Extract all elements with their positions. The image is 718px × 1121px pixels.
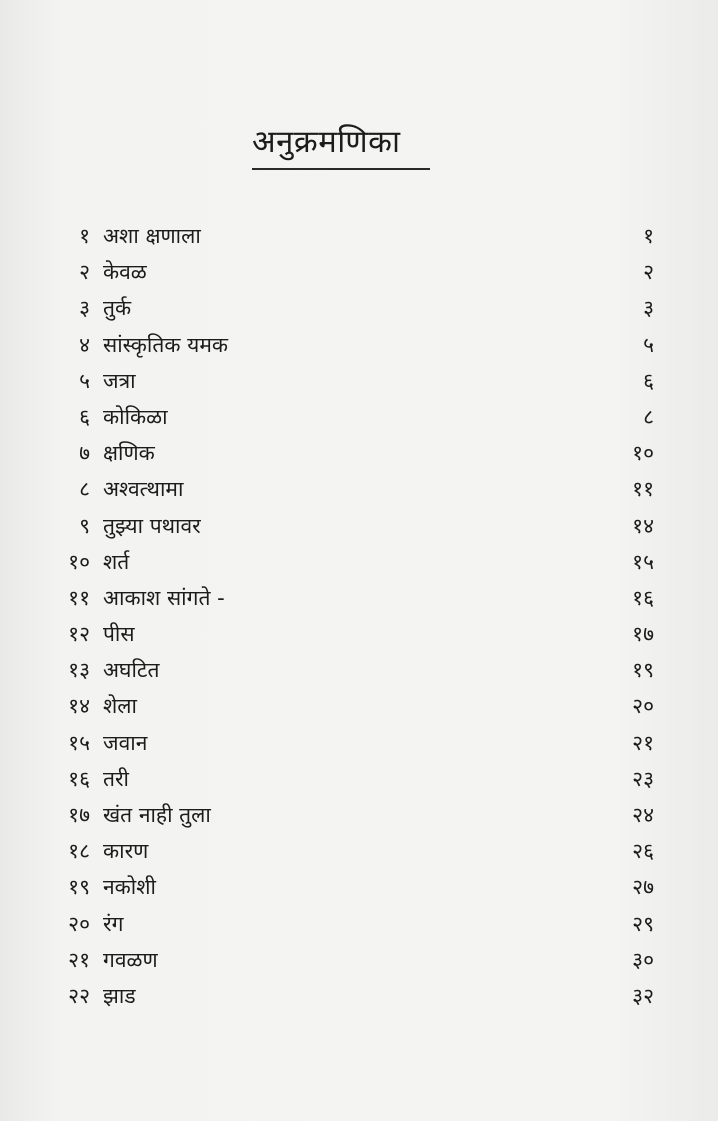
entry-title: शेला	[103, 694, 137, 719]
entry-page-number: २७	[632, 875, 654, 900]
entry-number: ७	[79, 441, 90, 466]
entry-title: अश्वत्थामा	[103, 477, 184, 502]
entry-title: शर्त	[103, 549, 130, 574]
entry-number: १२	[68, 622, 90, 647]
entry-page-number: १४	[632, 513, 654, 538]
entry-title: जवान	[103, 730, 148, 755]
toc-entry	[0, 833, 718, 869]
entry-number: १४	[68, 694, 90, 719]
table-of-contents	[0, 218, 718, 1014]
entry-number: १६	[68, 766, 90, 791]
entry-number: ३	[79, 296, 90, 321]
entry-number: २२	[68, 983, 90, 1008]
entry-number: ४	[79, 332, 90, 357]
toc-heading	[252, 122, 432, 170]
entry-title: रंग	[103, 911, 124, 936]
entry-title: सांस्कृतिक यमक	[103, 332, 229, 357]
entry-number: १५	[68, 730, 90, 755]
entry-title: क्षणिक	[103, 441, 155, 466]
entry-title: तुर्क	[103, 296, 132, 321]
entry-page-number: ८	[643, 404, 654, 429]
toc-entry	[0, 363, 718, 399]
entry-page-number: १७	[632, 622, 654, 647]
title-underline	[252, 168, 430, 170]
toc-entry	[0, 942, 718, 978]
toc-entry	[0, 616, 718, 652]
entry-page-number: २९	[632, 911, 654, 936]
entry-number: १८	[68, 839, 90, 864]
entry-number: २०	[68, 911, 90, 936]
entry-page-number: १	[643, 224, 654, 248]
toc-entry	[0, 544, 718, 580]
entry-page-number: ५	[643, 332, 654, 357]
entry-page-number: १५	[632, 549, 654, 574]
entry-title: आकाश सांगते -	[103, 585, 225, 610]
entry-title: अघटित	[103, 658, 160, 683]
toc-entry	[0, 399, 718, 435]
entry-title: झाड	[103, 983, 136, 1008]
page-title: अनुक्रमणिका	[252, 124, 401, 160]
entry-page-number: ११	[632, 477, 654, 502]
toc-entry	[0, 254, 718, 290]
toc-entry	[0, 652, 718, 688]
toc-entry	[0, 761, 718, 797]
entry-number: २१	[68, 947, 90, 972]
entry-page-number: ३२	[632, 983, 654, 1008]
entry-title: कारण	[103, 839, 149, 864]
entry-page-number: २	[643, 260, 654, 285]
entry-number: ८	[79, 477, 90, 502]
toc-entry	[0, 688, 718, 724]
entry-page-number: २४	[632, 803, 654, 827]
entry-title: केवळ	[103, 260, 147, 285]
entry-page-number: ३	[643, 296, 654, 321]
toc-entry	[0, 906, 718, 942]
toc-entry	[0, 797, 718, 833]
entry-page-number: २६	[632, 839, 654, 864]
toc-entry	[0, 471, 718, 507]
entry-number: १७	[68, 803, 90, 827]
entry-title: तरी	[103, 766, 129, 791]
toc-entry	[0, 978, 718, 1014]
entry-number: १९	[68, 875, 90, 900]
entry-title: नकोशी	[103, 875, 156, 900]
toc-entry	[0, 327, 718, 363]
toc-entry	[0, 290, 718, 326]
entry-number: ५	[79, 368, 90, 393]
toc-entry	[0, 725, 718, 761]
entry-title: खंत नाही तुला	[103, 803, 211, 827]
entry-number: २	[79, 260, 90, 285]
entry-title: पीस	[103, 622, 135, 647]
entry-title: गवळण	[103, 947, 158, 972]
entry-page-number: २०	[632, 694, 654, 719]
entry-page-number: ६	[643, 368, 654, 393]
entry-number: ६	[79, 404, 90, 429]
entry-page-number: १६	[632, 585, 654, 610]
entry-number: ९	[79, 513, 90, 538]
entry-title: अशा क्षणाला	[103, 224, 201, 248]
toc-entry	[0, 580, 718, 616]
entry-title: कोकिळा	[103, 404, 168, 429]
entry-number: १०	[68, 549, 90, 574]
entry-page-number: १०	[632, 441, 654, 466]
entry-number: ११	[68, 585, 90, 610]
entry-page-number: २३	[632, 766, 654, 791]
entry-title: तुझ्या पथावर	[103, 513, 201, 538]
entry-page-number: ३०	[632, 947, 654, 972]
entry-page-number: १९	[632, 658, 654, 683]
toc-entry	[0, 869, 718, 905]
entry-number: १३	[68, 658, 90, 683]
entry-page-number: २१	[632, 730, 654, 755]
toc-entry	[0, 218, 718, 254]
toc-entry	[0, 435, 718, 471]
entry-number: १	[79, 224, 90, 248]
entry-title: जत्रा	[103, 368, 136, 393]
toc-entry	[0, 508, 718, 544]
